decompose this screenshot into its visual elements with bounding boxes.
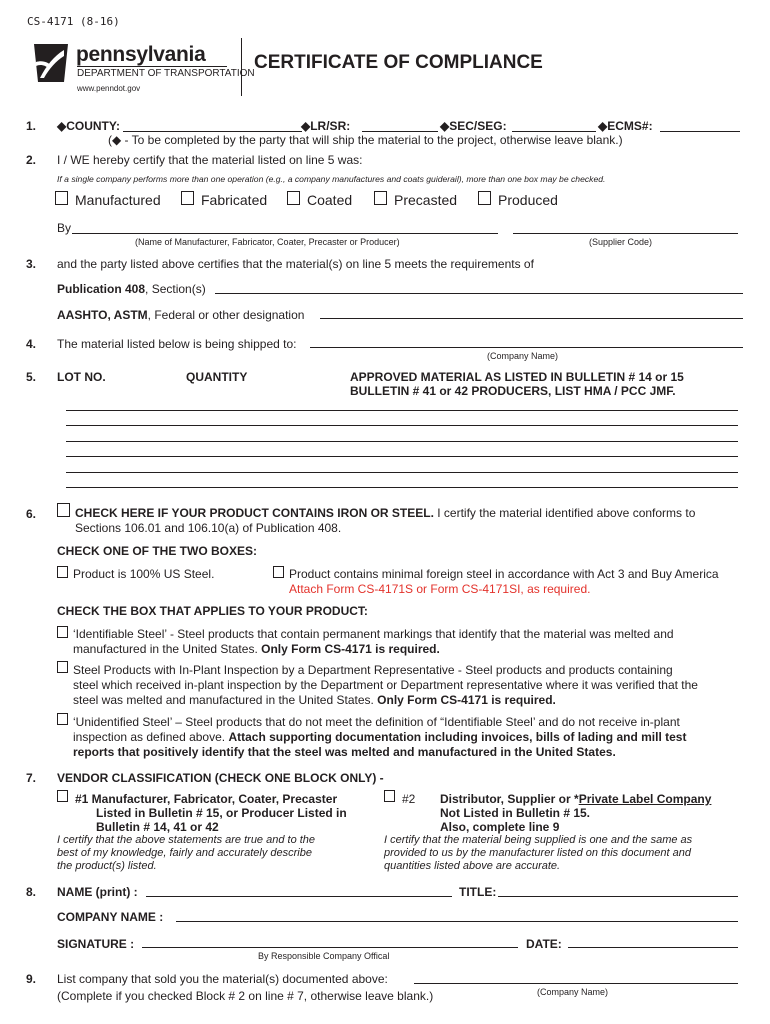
inplant-inspection-checkbox[interactable] [57,661,68,673]
title-label: TITLE: [459,885,497,899]
block-1-cert: I certify that the above statements are true and to the [57,834,316,846]
line-number-2: 2. [26,153,37,167]
identifiable-steel-text: ‘Identifiable Steel’ - Steel products that contain permanent markings that identify that the material was melted and [73,627,674,641]
supplier-code-field[interactable] [513,233,738,234]
material-line-6[interactable] [66,487,738,488]
lrsr-label: ◆LR/SR: [301,119,351,133]
block-2-text-2: Not Listed in Bulletin # 15. [440,806,591,820]
name-print-field[interactable] [146,896,452,897]
seller-company-caption: (Company Name) [537,987,609,997]
block-1-text: #1 Manufacturer, Fabricator, Coater, Precaster [75,792,338,806]
signature-label: SIGNATURE : [57,937,135,951]
department-name: DEPARTMENT OF TRANSPORTATION [77,68,255,79]
publication-sections-field[interactable] [215,293,743,294]
identifiable-steel-checkbox[interactable] [57,626,68,638]
block-2-cert-3: quantities listed above are accurate. [384,860,561,872]
unidentified-text-2: inspection as defined above. Attach supporting documentation including invoices, bills of lading and mill test [73,730,687,744]
block-1-checkbox[interactable] [57,790,68,802]
publication-label: Publication 408, Section(s) [57,282,206,296]
produced-checkbox[interactable] [478,191,491,205]
producer-name-field[interactable] [72,233,498,234]
inplant-text-2: steel which received in-plant inspection by the Department or Department representative where it was verified that the [73,678,698,692]
line2-statement: I / WE hereby certify that the material listed on line 5 was: [57,153,363,167]
coated-checkbox[interactable] [287,191,300,205]
unidentified-steel-checkbox[interactable] [57,713,68,725]
line-number-9: 9. [26,972,37,986]
manufactured-checkbox[interactable] [55,191,68,205]
line9-note: (Complete if you checked Block # 2 on line # 7, otherwise leave blank.) [57,989,434,1003]
line-number-8: 8. [26,885,37,899]
producer-name-caption: (Name of Manufacturer, Fabricator, Coater, Precaster or Producer) [135,237,400,247]
foreign-steel-label: Product contains minimal foreign steel in accordance with Act 3 and Buy America [289,567,719,581]
inplant-text-3: steel was melted and manufactured in the United States. Only Form CS-4171 is required. [73,693,556,707]
line-number-6: 6. [26,507,37,521]
page-title: CERTIFICATE OF COMPLIANCE [254,52,543,73]
us-steel-label: Product is 100% US Steel. [73,567,215,581]
block-1-cert-3: the product(s) listed. [57,860,157,872]
material-line-5[interactable] [66,472,738,473]
block-1-cert-2: best of my knowledge, fairly and accurately describe [57,847,312,859]
block-2-number: #2 [402,792,416,806]
lot-number-header: LOT NO. [57,370,106,384]
block-2-checkbox[interactable] [384,790,395,802]
date-label: DATE: [526,937,562,951]
county-field[interactable] [123,131,302,132]
supplier-code-caption: (Supplier Code) [589,237,653,247]
foreign-steel-checkbox[interactable] [273,566,284,578]
unidentified-text-3: reports that positively identify that the steel was melted and manufactured in the United States. [73,745,616,759]
aashto-designation-field[interactable] [320,318,743,319]
ecms-label: ◆ECMS#: [598,119,653,133]
lrsr-field[interactable] [362,131,438,132]
fabricated-label: Fabricated [201,192,268,208]
block-1-text-3: Bulletin # 14, 41 or 42 [96,820,219,834]
ship-to-caption: (Company Name) [487,351,559,361]
county-label: ◆COUNTY: [57,119,120,133]
seller-company-field[interactable] [414,983,738,984]
signature-field[interactable] [142,947,518,948]
material-line-3[interactable] [66,441,738,442]
produced-label: Produced [498,192,558,208]
line2-note: If a single company performs more than one operation (e.g., a company manufactures and coats guiderail), more than one box may be checked. [57,174,606,184]
line-number-3: 3. [26,257,37,271]
aashto-label: AASHTO, ASTM, Federal or other designation [57,308,305,322]
manufactured-label: Manufactured [75,192,161,208]
keystone-logo-icon [30,42,72,84]
approved-material-header: APPROVED MATERIAL AS LISTED IN BULLETIN # 14 or 15 [350,370,684,384]
line-number-5: 5. [26,370,37,384]
inplant-text: Steel Products with In-Plant Inspection by a Department Representative - Steel products and products containing [73,663,673,677]
company-name-field[interactable] [176,921,738,922]
quantity-header: QUANTITY [186,370,248,384]
by-label: By [57,221,72,235]
unidentified-text: ‘Unidentified Steel’ – Steel products that do not meet the definition of “Identifiable Steel’ and do not receive in-plant [73,715,680,729]
line3-statement: and the party listed above certifies that the material(s) on line 5 meets the requirements of [57,257,534,271]
secseg-field[interactable] [512,131,596,132]
coated-label: Coated [307,192,353,208]
identifiable-steel-text-2: manufactured in the United States. Only Form CS-4171 is required. [73,642,440,656]
line-number-4: 4. [26,337,37,351]
block-1-text-2: Listed in Bulletin # 15, or Producer Listed in [96,806,347,820]
line1-note: (◆ - To be completed by the party that will ship the material to the project, otherwise leave blank.) [108,133,623,147]
form-number: CS-4171 (8-16) [27,15,120,28]
company-name-label: COMPANY NAME : [57,910,164,924]
precasted-checkbox[interactable] [374,191,387,205]
iron-steel-checkbox[interactable] [57,503,70,517]
block-2-cert: I certify that the material being supplied is one and the same as [384,834,693,846]
signature-caption: By Responsible Company Offical [258,951,390,961]
line9-statement: List company that sold you the material(s) documented above: [57,972,388,986]
fabricated-checkbox[interactable] [181,191,194,205]
precasted-label: Precasted [394,192,458,208]
block-2-text-3: Also, complete line 9 [440,820,560,834]
iron-steel-label: CHECK HERE IF YOUR PRODUCT CONTAINS IRON OR STEEL. I certify the material identified above conforms to [75,506,696,520]
applies-heading: CHECK THE BOX THAT APPLIES TO YOUR PRODUCT: [57,604,368,618]
attach-form-note: Attach Form CS-4171S or Form CS-4171SI, as required. [289,582,591,596]
two-boxes-heading: CHECK ONE OF THE TWO BOXES: [57,544,258,558]
material-line-2[interactable] [66,425,738,426]
website: www.penndot.gov [77,84,141,93]
vendor-classification-heading: VENDOR CLASSIFICATION (CHECK ONE BLOCK ONLY) - [57,771,384,785]
approved-material-header-2: BULLETIN # 41 or 42 PRODUCERS, LIST HMA / PCC JMF. [350,384,676,398]
secseg-label: ◆SEC/SEG: [440,119,507,133]
line-number-7: 7. [26,771,37,785]
iron-steel-label-2: Sections 106.01 and 106.10(a) of Publication 408. [75,521,342,535]
material-line-4[interactable] [66,456,738,457]
block-2-cert-2: provided to us by the manufacturer listed on this document and [384,847,691,859]
date-field[interactable] [568,947,738,948]
ship-to-company-field[interactable] [310,347,743,348]
title-field[interactable] [498,896,738,897]
name-print-label: NAME (print) : [57,885,138,899]
block-2-text: Distributor, Supplier or *Private Label Company [440,792,712,806]
ecms-field[interactable] [660,131,740,132]
us-steel-checkbox[interactable] [57,566,68,578]
material-line-1[interactable] [66,410,738,411]
line-number-1: 1. [26,119,37,133]
agency-name: pennsylvania [76,43,206,66]
line4-statement: The material listed below is being shipped to: [57,337,297,351]
